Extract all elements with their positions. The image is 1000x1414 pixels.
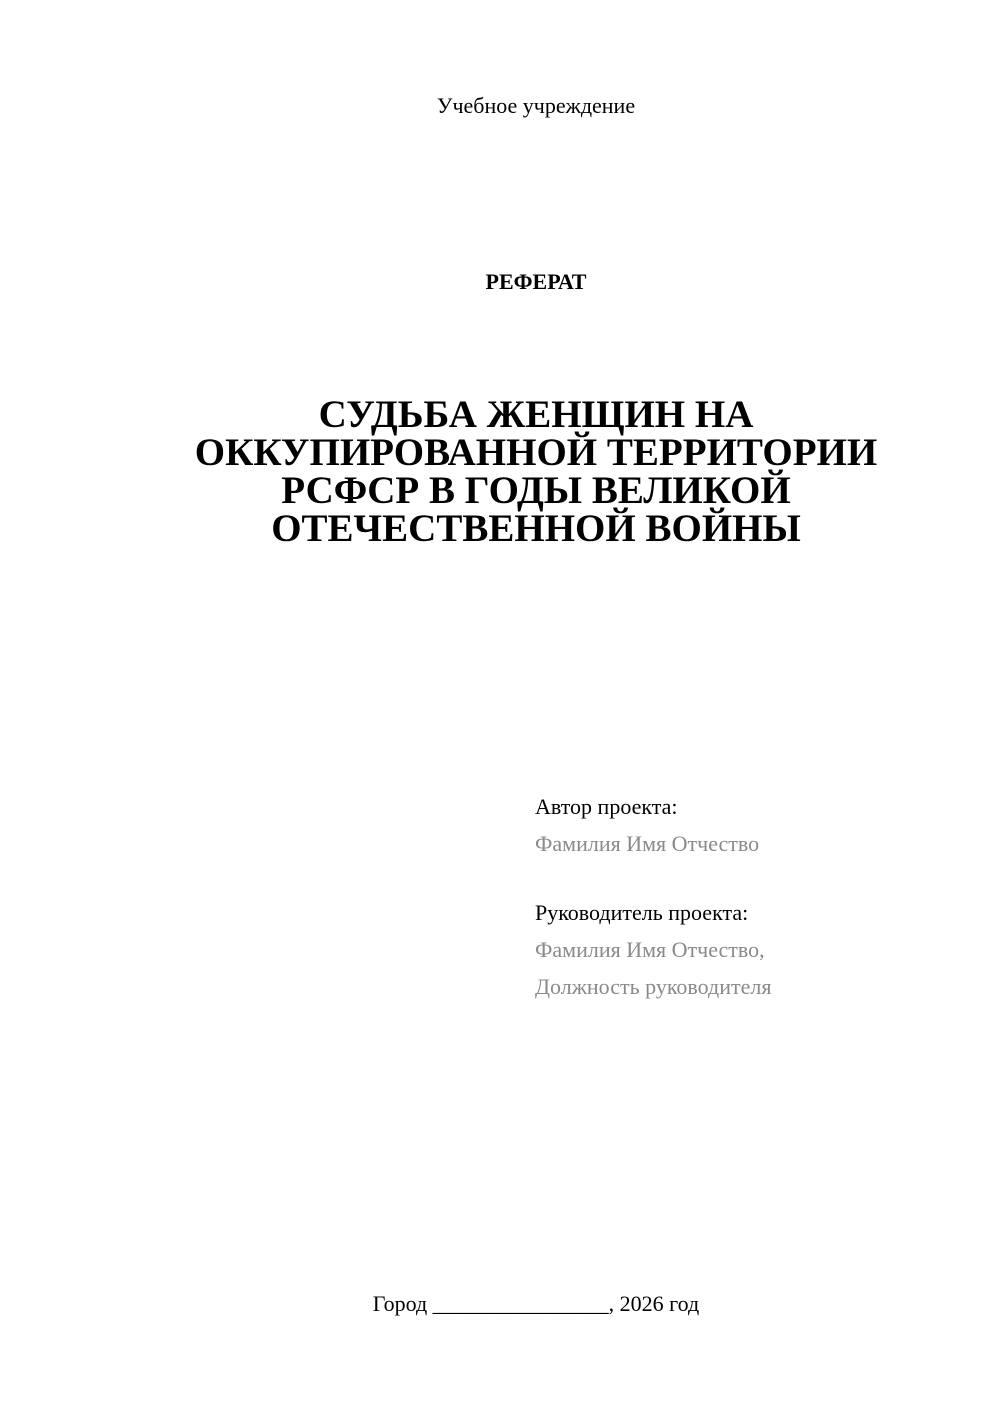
title-line: ОККУПИРОВАННОЙ ТЕРРИТОРИИ	[194, 431, 878, 474]
author-name-placeholder: Фамилия Имя Отчество	[535, 831, 760, 856]
credits-block	[535, 788, 975, 1005]
supervisor-name-placeholder: Фамилия Имя Отчество,	[535, 937, 765, 962]
institution-name: Учебное учреждение	[436, 93, 636, 118]
title-line: ОТЕЧЕСТВЕННОЙ ВОЙНЫ	[271, 507, 801, 550]
city-year-line: Город ________________, 2026 год	[372, 1291, 700, 1316]
document-type: РЕФЕРАТ	[485, 269, 587, 294]
title-line: РСФСР В ГОДЫ ВЕЛИКОЙ	[281, 469, 791, 512]
credits-spacer	[535, 862, 975, 894]
author-label: Автор проекта:	[535, 794, 678, 819]
supervisor-label: Руководитель проекта:	[535, 900, 749, 925]
document-title	[150, 393, 922, 550]
supervisor-position-placeholder: Должность руководителя	[535, 974, 772, 999]
title-line: СУДЬБА ЖЕНЩИН НА	[318, 393, 754, 436]
